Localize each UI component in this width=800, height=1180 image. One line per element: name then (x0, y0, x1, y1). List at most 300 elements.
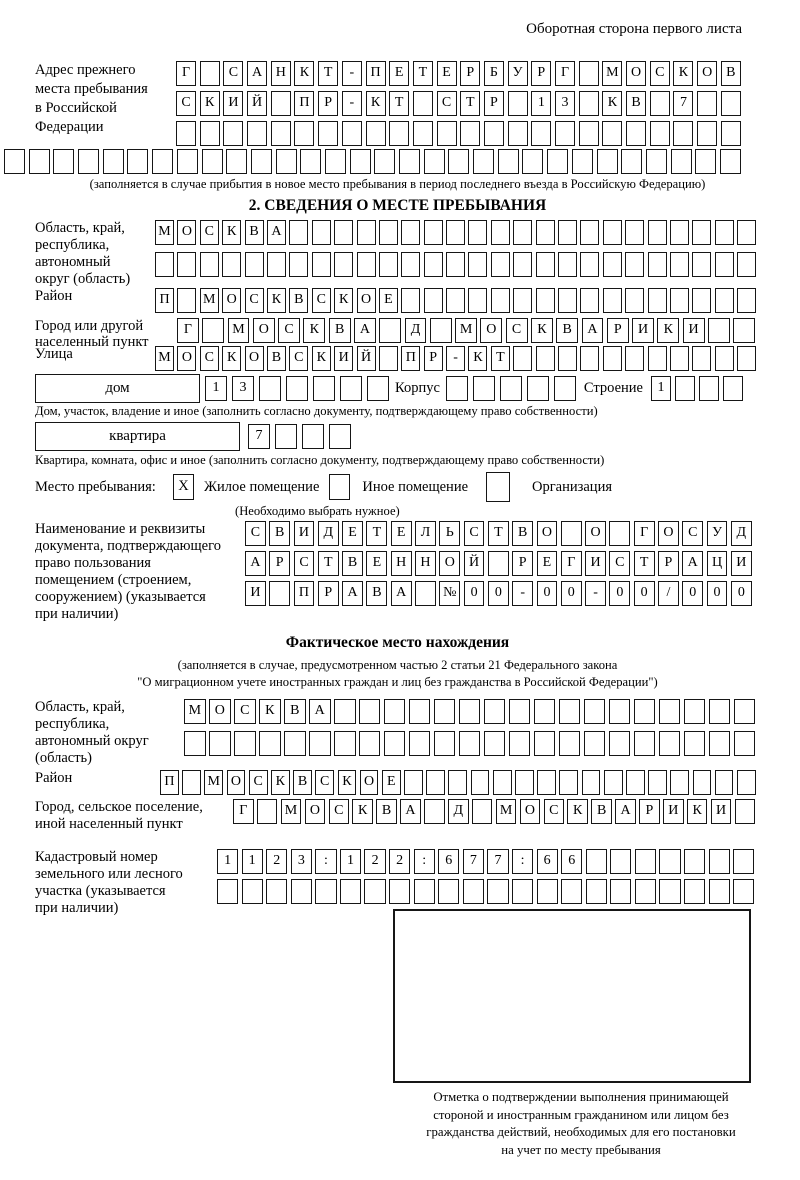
char-box (709, 731, 731, 756)
char-box: Д (448, 799, 469, 824)
char-box (409, 731, 431, 756)
char-box (603, 252, 622, 277)
char-box (509, 731, 531, 756)
char-box: Г (176, 61, 196, 86)
char-box: В (269, 521, 290, 546)
char-box (695, 149, 716, 174)
char-box (127, 149, 148, 174)
char-box (625, 220, 644, 245)
char-box (715, 770, 734, 795)
char-box (737, 770, 756, 795)
char-box (734, 699, 756, 724)
label-line: Область, край, (35, 220, 125, 236)
char-box: - (585, 581, 606, 606)
char-box (152, 149, 173, 174)
char-box (379, 220, 398, 245)
char-box: С (200, 346, 219, 371)
char-box (4, 149, 25, 174)
char-box (720, 149, 741, 174)
option-inoe-label: Иное помещение (362, 478, 469, 495)
char-row (245, 581, 752, 606)
char-box (536, 346, 555, 371)
char-box (580, 220, 599, 245)
char-box (374, 149, 395, 174)
char-box: М (204, 770, 223, 795)
char-box (367, 376, 389, 401)
char-box: В (293, 770, 312, 795)
char-box: В (289, 288, 308, 313)
char-box (634, 731, 656, 756)
char-box (586, 849, 607, 874)
oblast-label (35, 220, 155, 288)
char-box (309, 731, 331, 756)
char-box: 0 (634, 581, 655, 606)
label-line: Город или другой (35, 318, 144, 334)
char-row (177, 318, 755, 343)
char-box (513, 346, 532, 371)
char-box (692, 220, 711, 245)
char-box: Т (491, 346, 510, 371)
char-box (289, 252, 308, 277)
fact-heading: Фактическое место нахождения (285, 634, 510, 651)
label-line: (область) (35, 750, 92, 766)
char-box: К (352, 799, 373, 824)
char-box: 2 (266, 849, 287, 874)
char-box: А (615, 799, 636, 824)
char-box (276, 149, 297, 174)
char-box: Е (379, 288, 398, 313)
char-box (709, 849, 730, 874)
char-box: М (200, 288, 219, 313)
char-box: М (184, 699, 206, 724)
char-box (177, 252, 196, 277)
char-box (184, 731, 206, 756)
char-box: И (245, 581, 266, 606)
kvartira-box-label: квартира (35, 422, 240, 451)
char-box: В (626, 91, 646, 116)
char-box: Р (318, 91, 338, 116)
char-box: Р (607, 318, 629, 343)
char-box (508, 121, 528, 146)
char-box: : (315, 849, 336, 874)
char-box (715, 220, 734, 245)
char-box (379, 346, 398, 371)
char-box: : (414, 849, 435, 874)
char-box (200, 61, 220, 86)
char-box: А (682, 551, 703, 576)
char-box (603, 288, 622, 313)
previous-address-note: (заполняется в случае прибытия в новое место пребывания в период последнего въезда в Российскую Федерацию) (89, 177, 706, 191)
char-row (160, 770, 756, 795)
char-box: К (338, 770, 357, 795)
char-box (401, 288, 420, 313)
char-box (721, 121, 741, 146)
char-box (561, 879, 582, 904)
char-box: 0 (682, 581, 703, 606)
char-box: Т (634, 551, 655, 576)
raion-label: Район (35, 288, 73, 304)
char-box: 7 (487, 849, 508, 874)
char-box: В (591, 799, 612, 824)
char-box (491, 288, 510, 313)
char-box (468, 220, 487, 245)
char-box (547, 149, 568, 174)
char-box (271, 121, 291, 146)
char-box: С (682, 521, 703, 546)
char-box: М (455, 318, 477, 343)
char-row (155, 220, 756, 245)
char-box (709, 879, 730, 904)
char-box (472, 799, 493, 824)
char-box: М (496, 799, 517, 824)
char-box (715, 252, 734, 277)
char-box (468, 252, 487, 277)
char-box (597, 149, 618, 174)
char-box: : (512, 849, 533, 874)
char-box: В (245, 220, 264, 245)
char-box: С (200, 220, 219, 245)
char-box: О (626, 61, 646, 86)
char-box (671, 149, 692, 174)
char-box: Е (366, 551, 387, 576)
char-box (610, 879, 631, 904)
label-line: право пользования (35, 555, 151, 571)
char-box: Н (391, 551, 412, 576)
char-box: К (200, 91, 220, 116)
char-box (484, 121, 504, 146)
char-row (184, 731, 755, 756)
char-box: 0 (488, 581, 509, 606)
char-box (247, 121, 267, 146)
char-box (558, 346, 577, 371)
char-box (582, 770, 601, 795)
char-box (426, 770, 445, 795)
label-line: иной населенный пункт (35, 816, 183, 832)
char-box (488, 551, 509, 576)
char-box (448, 770, 467, 795)
char-box (399, 149, 420, 174)
char-box: А (247, 61, 267, 86)
char-box: Б (484, 61, 504, 86)
char-box (634, 699, 656, 724)
char-box: Т (488, 521, 509, 546)
char-box (684, 699, 706, 724)
char-box (648, 220, 667, 245)
char-box (223, 121, 243, 146)
field-kadastr (35, 849, 760, 917)
char-box: 0 (707, 581, 728, 606)
char-row (245, 551, 752, 576)
char-box (424, 288, 443, 313)
label-line: участка (указывается (35, 883, 166, 899)
char-box: Д (731, 521, 752, 546)
char-box: О (245, 346, 264, 371)
char-box (334, 699, 356, 724)
char-box (670, 252, 689, 277)
char-box (536, 288, 555, 313)
char-box (527, 376, 549, 401)
char-box (715, 346, 734, 371)
char-box (670, 288, 689, 313)
char-box (558, 288, 577, 313)
char-box: А (354, 318, 376, 343)
char-box: И (294, 521, 315, 546)
char-box: О (360, 770, 379, 795)
char-box: С (464, 521, 485, 546)
char-row (176, 61, 741, 86)
kvartira-row (35, 422, 760, 451)
char-box (329, 424, 351, 449)
char-box: Р (318, 581, 339, 606)
char-box (437, 121, 457, 146)
char-box (463, 879, 484, 904)
char-box: П (294, 581, 315, 606)
label-line: при наличии) (35, 900, 119, 916)
char-box (604, 770, 623, 795)
char-box: В (329, 318, 351, 343)
char-box: И (731, 551, 752, 576)
label-line: республика, (35, 716, 110, 732)
char-box: П (294, 91, 314, 116)
char-row (248, 424, 351, 449)
mesto-note: (Необходимо выбрать нужное) (235, 504, 400, 518)
label-line: документа, подтверждающего (35, 538, 221, 554)
char-box (357, 220, 376, 245)
oblast-cells (155, 220, 756, 277)
char-box: А (309, 699, 331, 724)
char-box (312, 252, 331, 277)
char-box: К (531, 318, 553, 343)
char-box (251, 149, 272, 174)
char-box: 3 (232, 376, 254, 401)
char-box: П (155, 288, 174, 313)
kvartira-note: Квартира, комната, офис и иное (заполнить согласно документу, подтверждающему право собственности) (35, 453, 605, 467)
char-box (584, 731, 606, 756)
char-box: Д (318, 521, 339, 546)
char-box (29, 149, 50, 174)
char-box: 0 (731, 581, 752, 606)
char-box (266, 879, 287, 904)
label-line: Отметка о подтверждении выполнения принимающей (433, 1090, 729, 1104)
char-box (684, 849, 705, 874)
char-box: 1 (217, 849, 238, 874)
fact-oblast-label (35, 699, 184, 767)
char-box: С (245, 288, 264, 313)
char-box (446, 288, 465, 313)
char-box: П (366, 61, 386, 86)
char-box (602, 121, 622, 146)
char-box (448, 149, 469, 174)
label-line: Адрес прежнего (35, 62, 136, 78)
char-box (424, 220, 443, 245)
char-box: К (294, 61, 314, 86)
field-raion (35, 288, 760, 313)
char-box (650, 91, 670, 116)
char-box (468, 288, 487, 313)
stamp-box (393, 909, 751, 1083)
char-box: О (357, 288, 376, 313)
char-box (708, 318, 730, 343)
char-box (692, 288, 711, 313)
char-box (269, 581, 290, 606)
char-box (267, 252, 286, 277)
char-box (487, 879, 508, 904)
label-line: помещением (строением, (35, 572, 192, 588)
char-box: П (401, 346, 420, 371)
char-box (491, 220, 510, 245)
char-box (291, 879, 312, 904)
char-box: Р (512, 551, 533, 576)
char-box: С (289, 346, 308, 371)
char-box: О (209, 699, 231, 724)
label-line: населенный пункт (35, 334, 149, 350)
char-box: Г (561, 551, 582, 576)
char-box (484, 731, 506, 756)
char-box (697, 91, 717, 116)
char-box (579, 61, 599, 86)
char-box: 1 (242, 849, 263, 874)
char-box (409, 699, 431, 724)
char-box: Й (464, 551, 485, 576)
char-box: М (228, 318, 250, 343)
char-row (176, 121, 741, 146)
field-ulitsa (35, 346, 760, 371)
label-line: автономный (35, 254, 111, 270)
option-organizatsiya-label: Организация (532, 478, 612, 495)
char-box (635, 879, 656, 904)
char-box (315, 879, 336, 904)
char-box: Г (233, 799, 254, 824)
char-box: И (683, 318, 705, 343)
char-box: Т (460, 91, 480, 116)
char-box (699, 376, 719, 401)
field-fact-oblast (35, 699, 760, 767)
char-box (209, 731, 231, 756)
char-box (424, 799, 445, 824)
char-box (434, 699, 456, 724)
char-box (659, 699, 681, 724)
char-box (609, 521, 630, 546)
char-box (313, 376, 335, 401)
char-box (312, 220, 331, 245)
char-box (284, 731, 306, 756)
char-box: К (366, 91, 386, 116)
char-box (522, 149, 543, 174)
checkbox-organizatsiya (486, 472, 510, 502)
label-line: сооружением) (указывается (35, 589, 206, 605)
char-box (384, 699, 406, 724)
char-box: С (609, 551, 630, 576)
char-box: М (602, 61, 622, 86)
char-box: О (305, 799, 326, 824)
char-box (459, 699, 481, 724)
char-box (648, 346, 667, 371)
char-box (430, 318, 452, 343)
char-box (579, 121, 599, 146)
char-box: С (315, 770, 334, 795)
char-box (340, 879, 361, 904)
char-row (176, 91, 741, 116)
char-box (446, 252, 465, 277)
char-box (709, 699, 731, 724)
char-box: С (294, 551, 315, 576)
char-box (415, 581, 436, 606)
char-box (286, 376, 308, 401)
char-box: 7 (673, 91, 693, 116)
char-box (692, 346, 711, 371)
char-box: К (271, 770, 290, 795)
char-box: Е (537, 551, 558, 576)
char-box: Е (382, 770, 401, 795)
char-box (182, 770, 201, 795)
char-box (650, 121, 670, 146)
char-box (177, 288, 196, 313)
char-box (300, 149, 321, 174)
char-box (389, 879, 410, 904)
char-box (359, 699, 381, 724)
char-box: К (267, 288, 286, 313)
char-box (670, 770, 689, 795)
char-box: Т (318, 61, 338, 86)
char-box: - (512, 581, 533, 606)
char-box: П (160, 770, 179, 795)
char-box (737, 252, 756, 277)
stamp-caption (385, 1089, 777, 1159)
char-box: С (544, 799, 565, 824)
char-box: К (567, 799, 588, 824)
char-box (692, 252, 711, 277)
char-box: 0 (464, 581, 485, 606)
char-box (559, 770, 578, 795)
mesto-label: Место пребывания: (35, 478, 156, 495)
char-box: О (697, 61, 717, 86)
previous-address-cells (176, 61, 741, 146)
korpus-label: Корпус (395, 380, 440, 396)
char-box: У (508, 61, 528, 86)
char-box: Ц (707, 551, 728, 576)
char-box (364, 879, 385, 904)
char-box: О (177, 220, 196, 245)
char-box: С (506, 318, 528, 343)
char-box: М (155, 220, 174, 245)
section2-heading: 2. СВЕДЕНИЯ О МЕСТЕ ПРЕБЫВАНИЯ (248, 197, 547, 214)
char-box (603, 220, 622, 245)
char-box (459, 731, 481, 756)
char-row (651, 376, 743, 401)
char-box: № (439, 581, 460, 606)
char-box (177, 149, 198, 174)
label-line: в Российской (35, 100, 117, 116)
char-box (673, 121, 693, 146)
char-box (733, 849, 754, 874)
char-box (275, 424, 297, 449)
char-box: 1 (340, 849, 361, 874)
char-row (155, 252, 756, 277)
label-line: автономный округ (35, 733, 149, 749)
char-box (721, 91, 741, 116)
char-box (512, 879, 533, 904)
char-box: Р (460, 61, 480, 86)
char-box (733, 879, 754, 904)
field-fact-gorod (35, 799, 760, 833)
char-box (357, 252, 376, 277)
char-box (242, 879, 263, 904)
char-box (401, 220, 420, 245)
char-box: К (303, 318, 325, 343)
char-box (626, 770, 645, 795)
char-box (245, 252, 264, 277)
char-row (217, 879, 754, 904)
